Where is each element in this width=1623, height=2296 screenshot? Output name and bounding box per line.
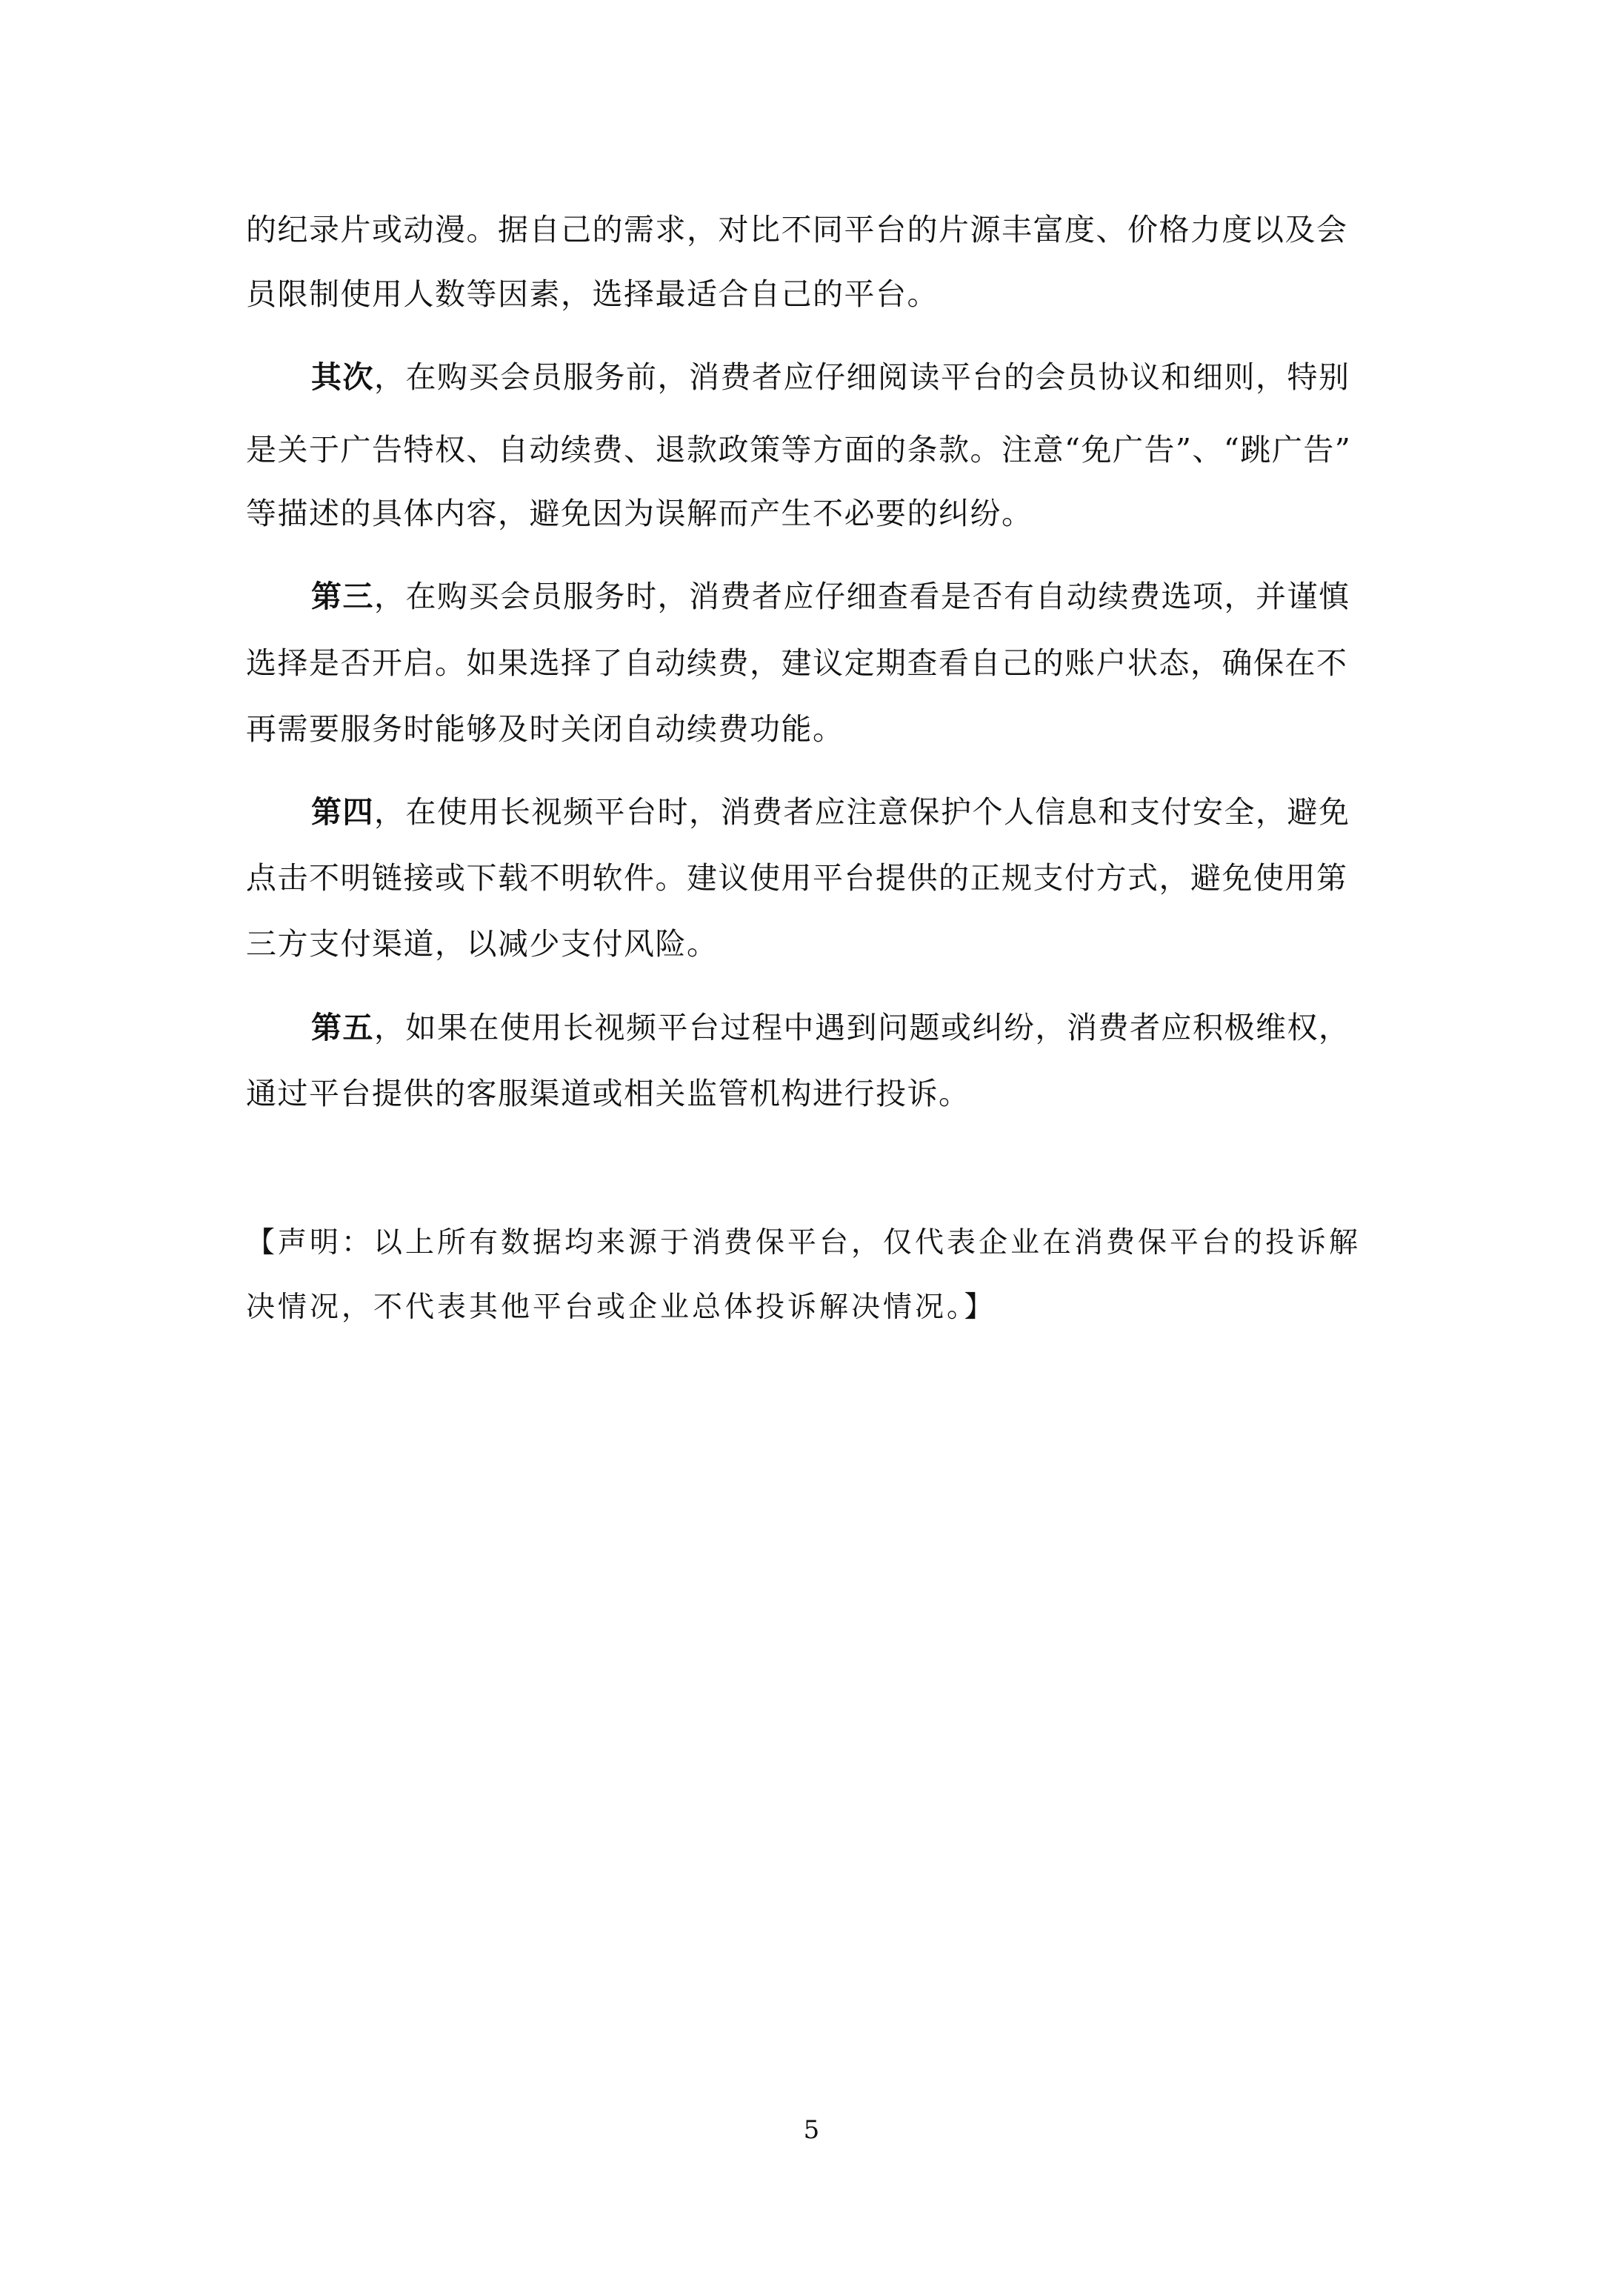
statement-line-2: 决情况，不代表其他平台或企业总体投诉解决情况。】 [246, 1291, 996, 1324]
paragraph-2-line-1-text: ，在购买会员服务时，消费者应仔细查看是否有自动续费选项，并谨慎 [374, 579, 1350, 614]
paragraph-1-line-1-text: ，在购买会员服务前，消费者应仔细阅读平台的会员协议和细则，特别 [374, 359, 1350, 395]
paragraph-1-lead: 其次 [311, 359, 374, 395]
paragraph-1-line-3: 等描述的具体内容，避免因为误解而产生不必要的纠纷。 [246, 496, 1033, 531]
paragraph-2-line-1 [311, 578, 1350, 615]
paragraph-3-line-1 [311, 793, 1350, 831]
paragraph-2-line-3: 再需要服务时能够及时关闭自动续费功能。 [246, 711, 844, 747]
paragraph-0-line-1: 的纪录片或动漫。据自己的需求，对比不同平台的片源丰富度、价格力度以及会 [246, 212, 1348, 247]
paragraph-4-line-2: 通过平台提供的客服渠道或相关监管机构进行投诉。 [246, 1076, 970, 1111]
paragraph-4-lead: 第五 [311, 1010, 374, 1045]
page-number: 5 [803, 2115, 820, 2145]
paragraph-0-line-2: 员限制使用人数等因素，选择最适合自己的平台。 [246, 276, 939, 312]
paragraph-1-line-1 [311, 359, 1350, 396]
paragraph-3-line-3: 三方支付渠道，以减少支付风险。 [246, 926, 719, 962]
paragraph-2-lead: 第三 [311, 579, 374, 614]
paragraph-3-line-2: 点击不明链接或下载不明软件。建议使用平台提供的正规支付方式，避免使用第 [246, 860, 1348, 896]
paragraph-3-line-1-text: ，在使用长视频平台时，消费者应注意保护个人信息和支付安全，避免 [374, 794, 1350, 830]
paragraph-1-line-2: 是关于广告特权、自动续费、退款政策等方面的条款。注意“免广告”、“跳广告” [246, 432, 1352, 467]
paragraph-4-line-1-text: ，如果在使用长视频平台过程中遇到问题或纠纷，消费者应积极维权， [374, 1010, 1350, 1045]
paragraph-4-line-1 [311, 1009, 1350, 1046]
paragraph-3-lead: 第四 [311, 794, 374, 830]
paragraph-2-line-2: 选择是否开启。如果选择了自动续费，建议定期查看自己的账户状态，确保在不 [246, 645, 1348, 681]
statement-line-1: 【声明：以上所有数据均来源于消费保平台，仅代表企业在消费保平台的投诉解 [246, 1226, 1362, 1260]
